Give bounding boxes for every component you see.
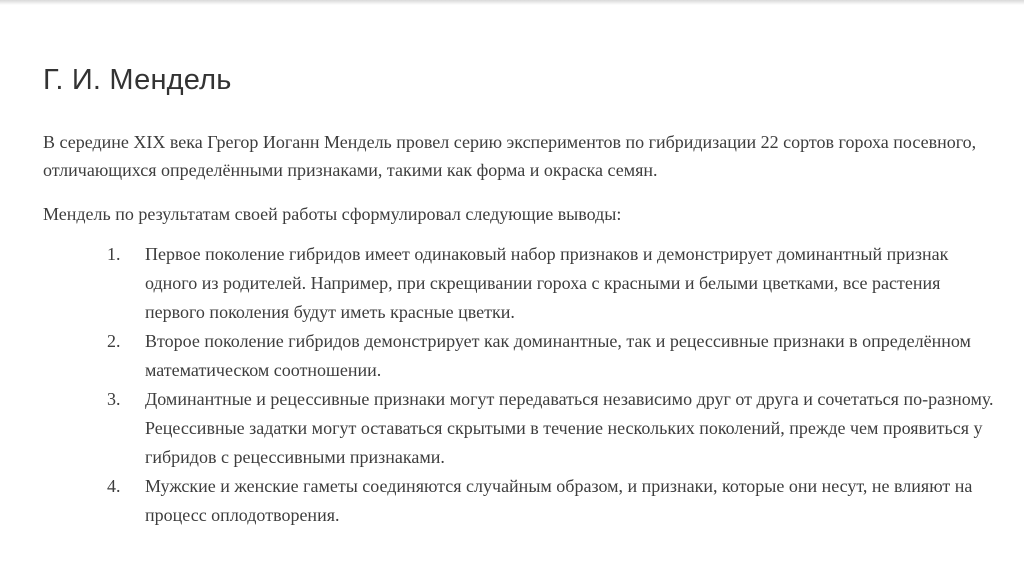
list-item <box>43 327 1003 385</box>
list-item <box>43 385 1003 472</box>
list-item-number: 3. <box>107 389 121 409</box>
list-item-text: Первое поколение гибридов имеет одинаковый набор признаков и демонстрирует доминантный признак одного из родителей. Например, при скрещивании гороха с красными и белыми цветками, все растения первого поколения будут иметь красные цветки. <box>145 244 949 322</box>
list-item-number: 2. <box>107 331 121 351</box>
intro-paragraph: В середине XIX века Грегор Иоганн Мендель провел серию экспериментов по гибридизации 22 сортов гороха посевного, отличающихся определёнными признаками, такими как форма и окраска семян. <box>43 132 977 180</box>
list-item <box>43 240 1003 327</box>
lead-paragraph: Мендель по результатам своей работы сформулировал следующие выводы: <box>43 204 622 224</box>
slide-title: Г. И. Мендель <box>43 64 232 96</box>
list-item-text: Доминантные и рецессивные признаки могут передаваться независимо друг от друга и сочетаться по-разному. Рецессивные задатки могут оставаться скрытыми в течение нескольких поколений, прежде чем проявиться у гибридов с рецессивными признаками. <box>145 389 994 467</box>
list-item-number: 4. <box>107 476 121 496</box>
list-item <box>43 472 1003 530</box>
list-item-text: Второе поколение гибридов демонстрирует как доминантные, так и рецессивные признаки в определённом математическом соотношении. <box>145 331 971 380</box>
conclusions-list <box>43 240 1003 530</box>
list-item-text: Мужские и женские гаметы соединяются случайным образом, и признаки, которые они несут, не влияют на процесс оплодотворения. <box>145 476 973 525</box>
list-item-number: 1. <box>107 244 121 264</box>
